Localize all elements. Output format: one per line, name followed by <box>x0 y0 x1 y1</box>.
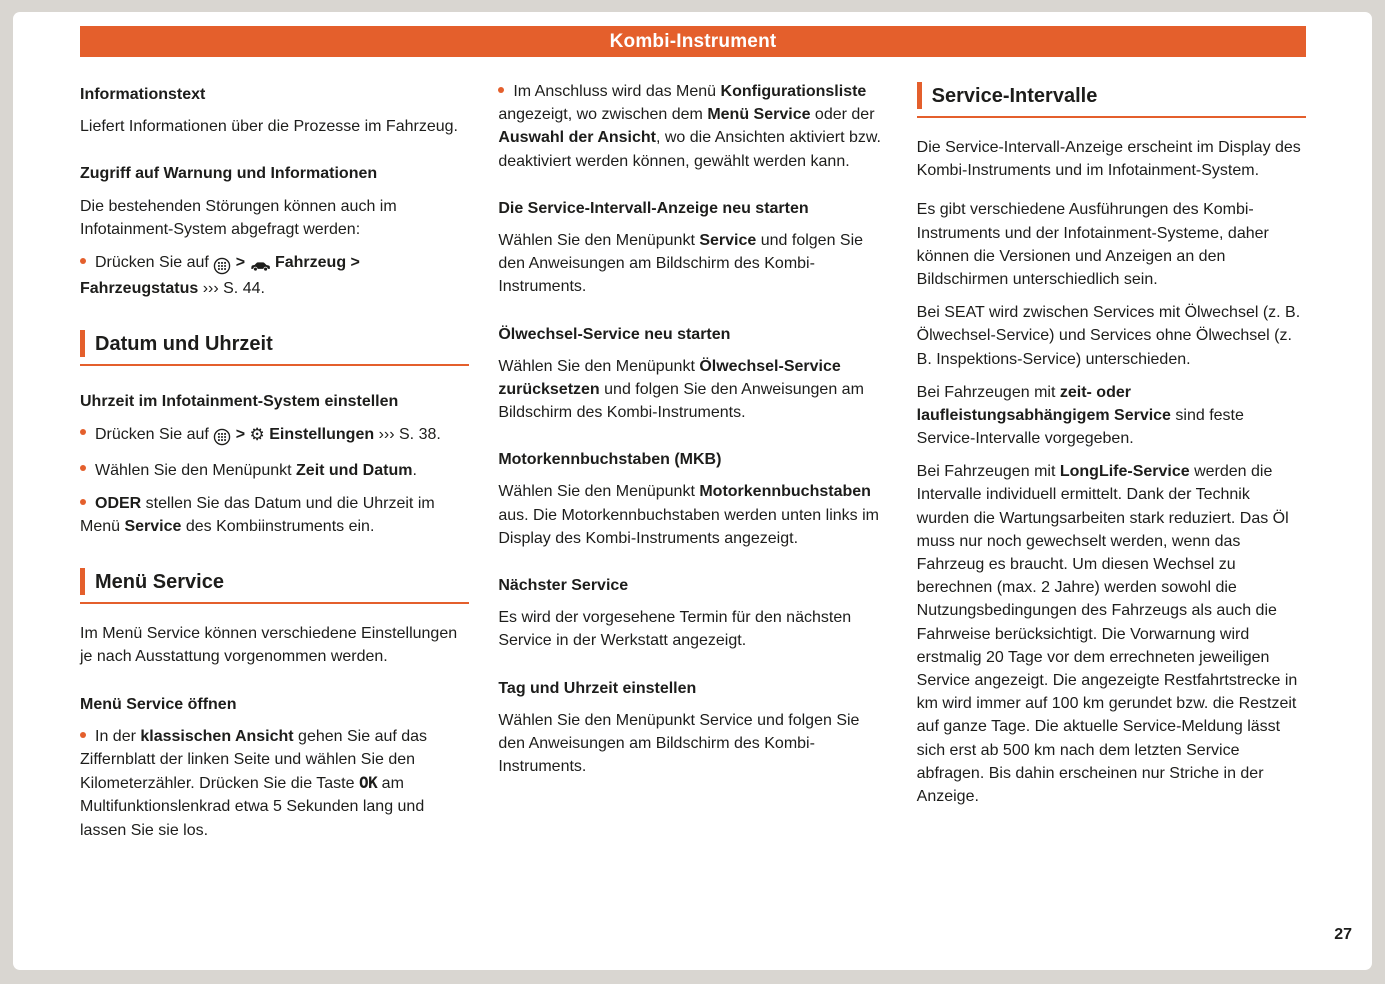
subheading: Motorkennbuchstaben (MKB) <box>498 451 722 469</box>
section-accent-bar <box>80 330 85 357</box>
column-3 <box>917 80 1306 852</box>
bullet-item: ODER stellen Sie das Datum und die Uhrzeit im Menü Service des Kombiinstruments ein. <box>80 494 435 536</box>
section-accent-bar <box>80 568 85 595</box>
car-icon <box>250 254 271 277</box>
bullet-icon <box>80 732 86 738</box>
menu-grid-icon <box>213 254 231 277</box>
bullet-item: In der klassischen Ansicht gehen Sie auf das Ziffernblatt der linken Seite und wählen Sie den Kilometerzähler. Drücken Sie die Taste OK am Multifunktionslenkrad etwa 5 Sekunden lang und lassen Sie sie los. <box>80 727 428 839</box>
subheading: Uhrzeit im Infotainment-System einstellen <box>80 393 399 411</box>
section-title: Service-Intervalle <box>931 85 1098 107</box>
paragraph: Wählen Sie den Menüpunkt Service und folgen Sie den Anweisungen am Bildschirm des Kombi-Instruments. <box>498 231 864 296</box>
paragraph: Wählen Sie den Menüpunkt Service und folgen Sie den Anweisungen am Bildschirm des Kombi-Instruments. <box>498 711 860 776</box>
content-columns <box>80 80 1306 852</box>
subheading: Menü Service öffnen <box>80 695 237 713</box>
subheading: Informationstext <box>80 86 206 103</box>
menu-grid-icon <box>213 426 231 449</box>
bullet-icon <box>498 87 504 93</box>
paragraph: Bei Fahrzeugen mit LongLife-Service werden die Intervalle individuell ermittelt. Dank der Technik wurden die Wartungsarbeiten stark reduziert. Das Öl muss nur noch gewechselt werden, wenn das Fahrzeug es braucht. Um diesen Wechsel zu berechnen (max. 2 Jahre) werden sowohl die Nutzungsbedingungen des Fahrzeugs als auch die Fahrweise berücksichtigt. Die Vorwarnung wird erstmalig 20 Tage vor dem errechneten jeweiligen Service angezeigt. Die angezeigte Restfahrtstrecke in km wird immer auf 100 km gerundet bzw. die Restzeit auf ganze Tage. Die aktuelle Service-Meldung lässt sich erst ab 500 km nach dem letzten Service abfragen. Bis dahin erscheinen nur Striche in der Anzeige. <box>916 463 1298 805</box>
subheading: Zugriff auf Warnung und Informationen <box>80 165 378 183</box>
paragraph: Wählen Sie den Menüpunkt Ölwechsel-Service zurücksetzen und folgen Sie den Anweisungen am Bildschirm des Kombi-Instruments. <box>498 357 864 422</box>
section-heading <box>80 330 469 366</box>
subheading: Nächster Service <box>498 577 629 594</box>
bullet-item: Drücken Sie auf > ⚙ Einstellungen ››› S. 38. <box>80 423 469 449</box>
section-title: Menü Service <box>95 571 224 594</box>
paragraph: Es wird der vorgesehene Termin für den nächsten Service in der Werkstatt angezeigt. <box>498 609 852 650</box>
paragraph: Die Service-Intervall-Anzeige erscheint im Display des Kombi-Instruments und im Infotainment-System. <box>916 139 1301 180</box>
bullet-icon <box>80 499 86 505</box>
section-heading <box>80 568 469 604</box>
paragraph: Wählen Sie den Menüpunkt Motorkennbuchstaben aus. Die Motorkennbuchstaben werden unten links im Display des Kombi-Instruments angezeigt. <box>498 483 879 547</box>
paragraph: Die bestehenden Störungen können auch im Infotainment-System abgefragt werden: <box>80 197 397 238</box>
bullet-icon <box>80 258 86 264</box>
paragraph: Es gibt verschiedene Ausführungen des Kombi-Instruments und der Infotainment-Systeme, daher können die Versionen und Anzeigen an den Bildschirmen unterschiedlich sein. <box>916 201 1269 288</box>
bullet-item: Im Anschluss wird das Menü Konfigurationsliste angezeigt, wo zwischen dem Menü Service oder der Auswahl der Ansicht, wo die Ansichten aktiviert bzw. deaktiviert werden können, gewählt werden kann. <box>498 83 881 170</box>
subheading: Tag und Uhrzeit einstellen <box>498 679 697 697</box>
paragraph: Bei Fahrzeugen mit zeit- oder laufleistungsabhängigem Service sind feste Service-Intervalle vorgegeben. <box>916 383 1244 448</box>
column-2 <box>498 80 887 852</box>
paragraph: Im Menü Service können verschiedene Einstellungen je nach Ausstattung vorgenommen werden. <box>80 625 458 666</box>
gear-icon: ⚙ <box>249 424 265 445</box>
bullet-item: Wählen Sie den Menüpunkt Zeit und Datum. <box>80 459 469 482</box>
subheading: Die Service-Intervall-Anzeige neu starten <box>498 199 809 217</box>
paragraph: Bei SEAT wird zwischen Services mit Ölwechsel (z. B. Ölwechsel-Service) und Services ohne Ölwechsel (z. B. Inspektions-Service) unterschieden. <box>916 304 1301 368</box>
header-bar <box>80 26 1306 57</box>
manual-page <box>13 12 1372 970</box>
section-title: Datum und Uhrzeit <box>95 333 273 356</box>
paragraph: Liefert Informationen über die Prozesse im Fahrzeug. <box>80 118 458 136</box>
bullet-item: Drücken Sie auf > Fahrzeug > Fahrzeugstatus ››› S. 44. <box>80 253 360 298</box>
page-number: 27 <box>1334 926 1352 943</box>
ok-key-label: OK <box>358 773 378 793</box>
bullet-icon <box>80 465 86 471</box>
subheading: Ölwechsel-Service neu starten <box>498 325 731 343</box>
section-heading <box>917 82 1306 118</box>
section-accent-bar <box>917 82 922 109</box>
page-title: Kombi-Instrument <box>609 30 777 52</box>
bullet-icon <box>80 429 86 435</box>
column-1 <box>80 80 469 852</box>
